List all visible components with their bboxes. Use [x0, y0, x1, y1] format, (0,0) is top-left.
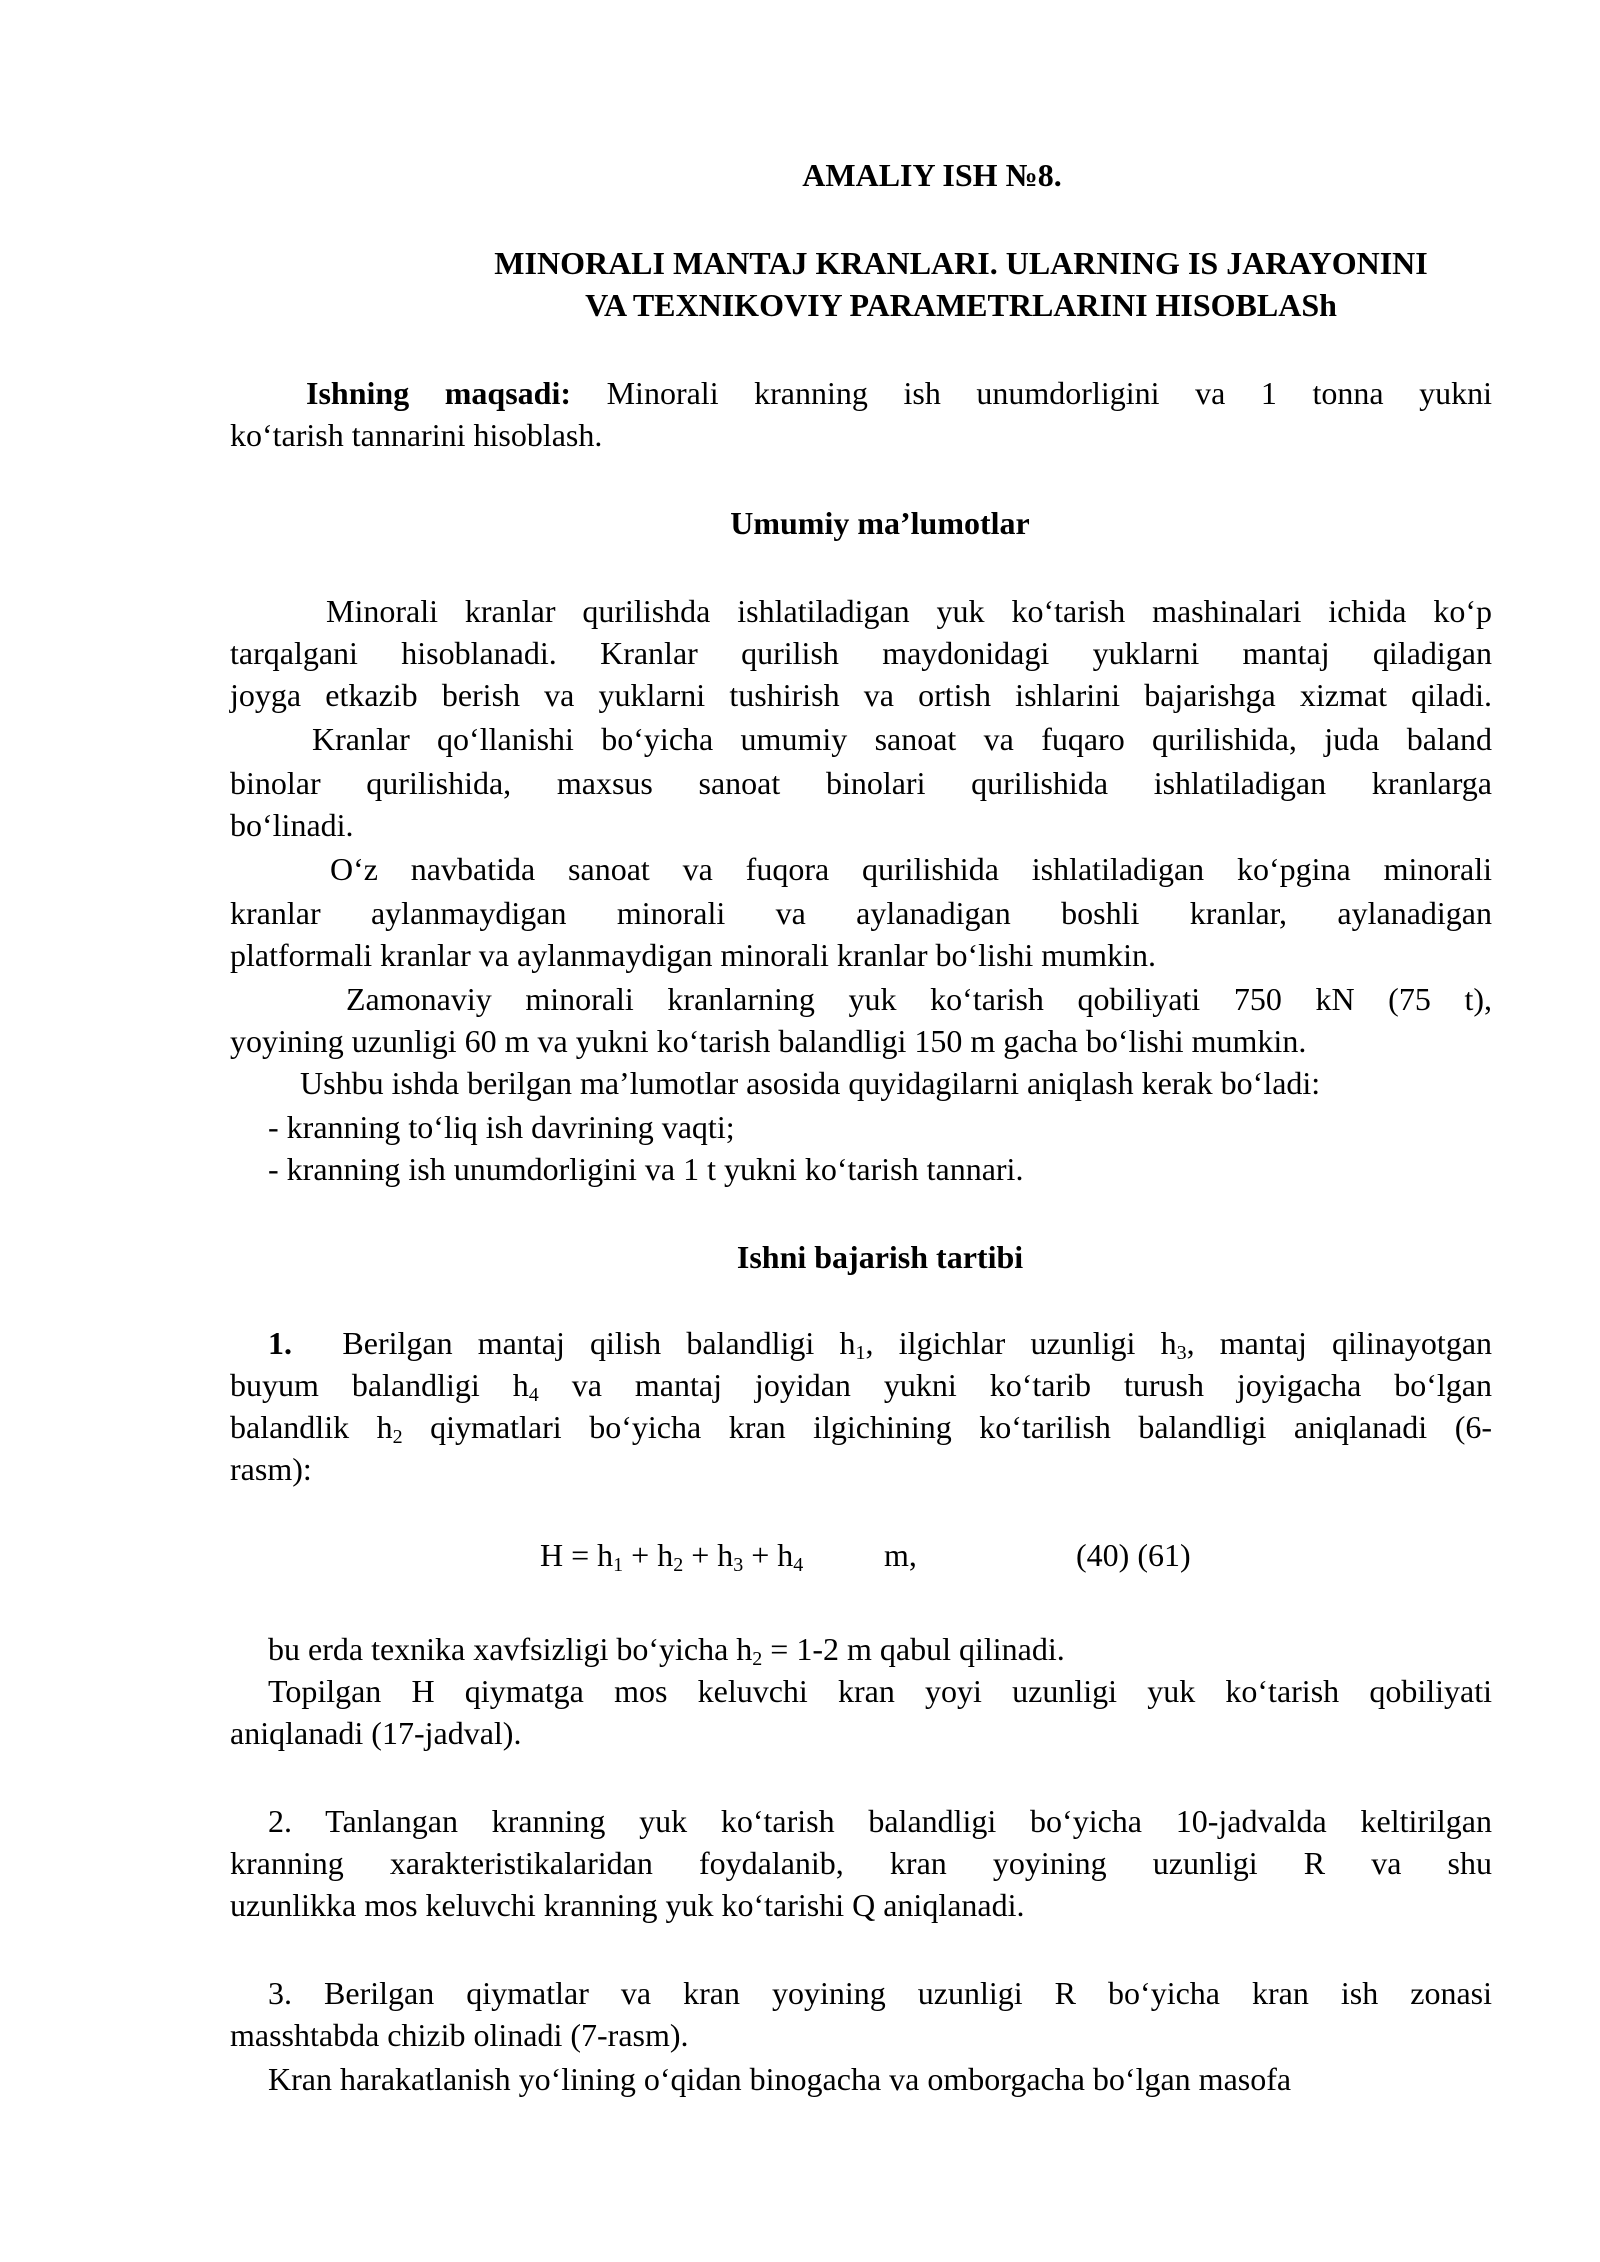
- general-line: Kranlar qo‘llanishi bo‘yicha umumiy sanoat va fuqaro qurilishida, juda baland: [312, 721, 1492, 757]
- after-formula-line-2: Topilgan H qiymatga mos keluvchi kran yoyi uzunligi yuk ko‘tarish qobiliyati: [268, 1673, 1492, 1709]
- step-2-line: kranning xarakteristikalaridan foydalanib, kran yoyining uzunligi R va shu: [230, 1845, 1492, 1881]
- list-item: - kranning to‘liq ish davrining vaqti;: [268, 1109, 735, 1145]
- goal-line-1: [306, 372, 1492, 414]
- section-heading-general: Umumiy ma’lumotlar: [730, 505, 1030, 541]
- formula-expression: $H = h_1 + h_2 + h_3 + h_4$: [540, 1537, 804, 1576]
- step-3-line: masshtabda chizib olinadi (7-rasm).: [230, 2017, 689, 2053]
- goal-text: Minorali kranning ish unumdorligini va 1 tonna yukni: [606, 375, 1493, 411]
- step-1-line-1: 1. Berilgan mantaj qilish balandligi $h_1$, ilgichlar uzunligi $h_3$, mantaj qilinayotgan: [268, 1325, 1493, 1364]
- after-formula-line-3: aniqlanadi (17-jadval).: [230, 1715, 522, 1751]
- general-line: yoyining uzunligi 60 m va yukni ko‘tarish balandligi 150 m gacha bo‘lishi mumkin.: [230, 1023, 1307, 1059]
- general-line: joyga etkazib berish va yuklarni tushirish va ortish ishlarini bajarishga xizmat qiladi.: [230, 677, 1492, 713]
- formula-reference: (40) (61): [1076, 1537, 1191, 1573]
- general-line: binolar qurilishida, maxsus sanoat binolari qurilishida ishlatiladigan kranlarga: [230, 765, 1492, 801]
- general-line: O‘z navbatida sanoat va fuqora qurilishida ishlatiladigan ko‘pgina minorali: [330, 851, 1492, 887]
- goal-line-2: ko‘tarish tannarini hisoblash.: [230, 417, 603, 453]
- section-heading-procedure: Ishni bajarish tartibi: [736, 1239, 1024, 1275]
- step-1-line-3: balandlik $h_2$ qiymatlari bo‘yicha kran ilgichining ko‘tarilish balandligi aniqlanadi (6-: [230, 1409, 1493, 1448]
- goal-label: Ishning maqsadi:: [306, 375, 572, 411]
- list-item: - kranning ish unumdorligini va 1 t yukni ko‘tarish tannari.: [268, 1151, 1024, 1187]
- work-number: AMALIY ISH №8.: [802, 157, 1062, 193]
- general-line: Ushbu ishda berilgan ma’lumotlar asosida quyidagilarni aniqlash kerak bo‘ladi:: [300, 1065, 1321, 1101]
- general-line: Minorali kranlar qurilishda ishlatiladigan yuk ko‘tarish mashinalari ichida ko‘p: [326, 593, 1492, 629]
- title-line-1: MINORALI MANTAJ KRANLARI. ULARNING IS JARAYONINI: [494, 245, 1428, 281]
- general-line: platformali kranlar va aylanmaydigan minorali kranlar bo‘lishi mumkin.: [230, 937, 1156, 973]
- step-1-number: 1.: [268, 1325, 292, 1361]
- title-line-2: VA TEXNIKOVIY PARAMETRLARINI HISOBLASh: [585, 287, 1337, 323]
- step-3-line: 3. Berilgan qiymatlar va kran yoyining uzunligi R bo‘yicha kran ish zonasi: [268, 1975, 1492, 2011]
- general-line: Zamonaviy minorali kranlarning yuk ko‘tarish qobiliyati 750 kN (75 t),: [346, 981, 1492, 1017]
- step-3-line: Kran harakatlanish yo‘lining o‘qidan binogacha va omborgacha bo‘lgan masofa: [268, 2061, 1292, 2097]
- general-line: bo‘linadi.: [230, 807, 354, 843]
- formula-unit: m,: [884, 1537, 917, 1573]
- after-formula-line-1: bu erda texnika xavfsizligi bo‘yicha $h_2 = 1-2$ m qabul qilinadi.: [268, 1631, 1065, 1670]
- step-1-line-2: buyum balandligi $h_4$ va mantaj joyidan yukni ko‘tarib turush joyigacha bo‘lgan: [230, 1367, 1493, 1406]
- step-1-line-4: rasm):: [230, 1451, 312, 1487]
- general-line: kranlar aylanmaydigan minorali va aylanadigan boshli kranlar, aylanadigan: [230, 895, 1492, 931]
- general-line: tarqalgani hisoblanadi. Kranlar qurilish maydonidagi yuklarni mantaj qiladigan: [230, 635, 1492, 671]
- step-2-line: 2. Tanlangan kranning yuk ko‘tarish balandligi bo‘yicha 10-jadvalda keltirilgan: [268, 1803, 1492, 1839]
- step-2-line: uzunlikka mos keluvchi kranning yuk ko‘tarishi Q aniqlanadi.: [230, 1887, 1025, 1923]
